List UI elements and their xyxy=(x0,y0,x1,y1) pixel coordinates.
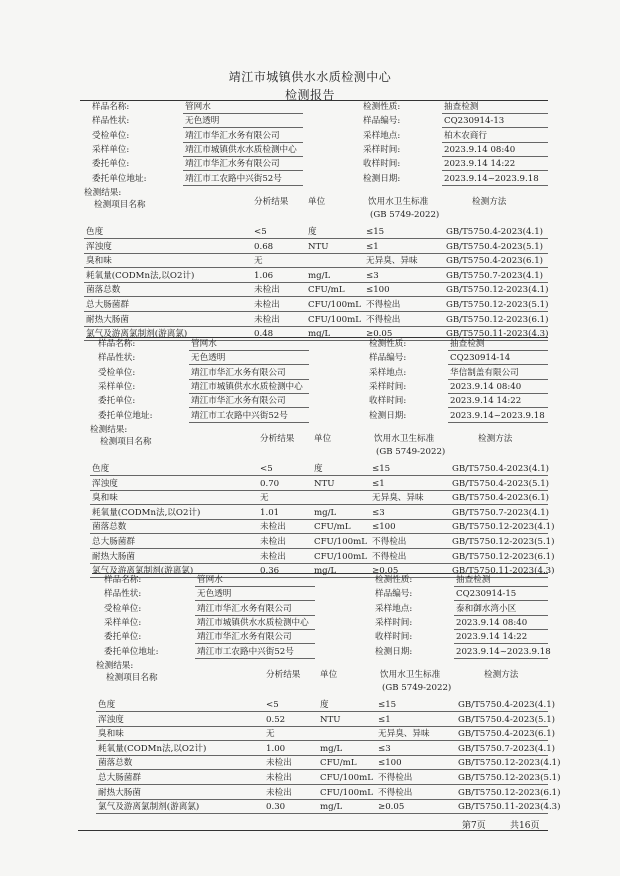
field-label: 检测性质: xyxy=(375,575,413,585)
field-label: 收样时间: xyxy=(363,159,401,170)
field-value: 管网水 xyxy=(197,575,223,585)
cell-result: 1.00 xyxy=(266,743,286,754)
field-value: 靖江市工农路中兴街52号 xyxy=(185,173,282,184)
cell-standard: ≤100 xyxy=(366,285,390,296)
cell-unit: mg/L xyxy=(320,802,343,813)
cell-result: 0.52 xyxy=(266,714,286,725)
field-value: 管网水 xyxy=(191,339,217,349)
col-unit: 单位 xyxy=(308,197,326,207)
field-label: 采样单位: xyxy=(104,617,142,628)
field-label: 样品性状: xyxy=(104,589,142,600)
cell-method: GB/T5750.12-2023(6.1) xyxy=(446,314,549,325)
field-value: 华信制盖有限公司 xyxy=(450,367,519,378)
cell-method: GB/T5750.4-2023(5.1) xyxy=(446,241,544,252)
row-rule xyxy=(96,784,548,785)
row-rule xyxy=(90,533,548,534)
cell-item: 总大肠菌群 xyxy=(86,300,129,310)
field-label: 样品编号: xyxy=(375,589,413,600)
field-underline xyxy=(183,156,303,157)
field-underline xyxy=(183,113,303,114)
field-underline xyxy=(183,185,303,186)
field-underline xyxy=(195,658,315,659)
cell-item: 色度 xyxy=(98,700,116,710)
cell-result: 未检出 xyxy=(260,551,286,562)
cell-result: <5 xyxy=(254,227,267,237)
cell-standard: ≥0.05 xyxy=(372,566,399,577)
cell-result: 未检出 xyxy=(266,773,292,783)
cell-item: 菌落总数 xyxy=(92,522,127,533)
row-rule xyxy=(84,253,548,254)
col-result: 分析结果 xyxy=(260,434,295,444)
row-rule xyxy=(84,311,548,312)
cell-method: GB/T5750.12-2023(6.1) xyxy=(452,551,555,562)
field-value: 2023.9.14 14:22 xyxy=(456,632,528,643)
cell-method: GB/T5750.4-2023(6.1) xyxy=(452,493,550,504)
cell-item: 耗氧量(CODMn法,以O2计) xyxy=(98,743,207,754)
field-underline xyxy=(454,615,548,616)
col-method: 检测方法 xyxy=(478,434,513,444)
field-label: 检测日期: xyxy=(363,173,401,184)
field-underline xyxy=(442,156,548,157)
col-standard-code: (GB 5749-2022) xyxy=(370,210,440,220)
field-label: 样品编号: xyxy=(363,116,401,127)
field-value: CQ230914-14 xyxy=(450,353,511,364)
field-value: 靖江市城镇供水水质检测中心 xyxy=(197,617,309,628)
cell-result: 未检出 xyxy=(266,787,292,798)
cell-standard: 不得检出 xyxy=(372,537,407,547)
field-label: 检测日期: xyxy=(375,646,413,657)
row-rule xyxy=(96,799,548,800)
field-label: 采样地点: xyxy=(375,603,413,614)
cell-standard: ≤1 xyxy=(378,714,391,725)
cell-standard: ≤15 xyxy=(378,700,397,710)
cell-standard: 不得检出 xyxy=(378,773,413,783)
field-value: 靖江市华汇水务有限公司 xyxy=(185,159,280,170)
field-underline xyxy=(448,350,548,351)
field-label: 委托单位: xyxy=(92,159,130,170)
cell-method: GB/T5750.4-2023(5.1) xyxy=(452,478,550,489)
cell-item: 浑浊度 xyxy=(86,241,112,252)
cell-method: GB/T5750.4-2023(6.1) xyxy=(458,729,556,740)
cell-item: 浑浊度 xyxy=(92,478,118,489)
field-label: 样品名称: xyxy=(98,339,136,349)
cell-standard: ≤100 xyxy=(372,522,396,533)
field-label: 采样时间: xyxy=(375,617,413,628)
cell-result: 0.70 xyxy=(260,478,280,489)
field-underline xyxy=(195,615,315,616)
cell-unit: CFU/100mL xyxy=(320,773,373,783)
cell-result: 未检出 xyxy=(254,300,280,310)
field-underline xyxy=(195,643,315,644)
section-rule xyxy=(92,573,548,574)
cell-standard: 无异臭、异味 xyxy=(378,729,430,740)
field-value: 2023.9.14 14:22 xyxy=(444,159,516,170)
cell-method: GB/T5750.12-2023(6.1) xyxy=(458,787,561,798)
field-value: 靖江市工农路中兴街52号 xyxy=(197,646,294,657)
cell-unit: 度 xyxy=(308,227,317,237)
field-label: 采样地点: xyxy=(363,130,401,141)
field-underline xyxy=(454,600,548,601)
cell-result: 1.01 xyxy=(260,507,280,518)
field-label: 委托单位地址: xyxy=(98,410,153,421)
cell-result: 0.68 xyxy=(254,241,274,252)
field-underline xyxy=(442,127,548,128)
field-value: 无色透明 xyxy=(191,353,226,364)
col-standard: 饮用水卫生标准 xyxy=(380,670,441,680)
cell-method: GB/T5750.4-2023(5.1) xyxy=(458,714,556,725)
field-value: 靖江市华汇水务有限公司 xyxy=(197,632,292,643)
row-rule xyxy=(84,267,548,268)
field-underline xyxy=(442,170,548,171)
field-label: 收样时间: xyxy=(369,396,407,407)
field-underline xyxy=(454,629,548,630)
cell-item: 总大肠菌群 xyxy=(98,773,141,783)
field-label: 检测性质: xyxy=(369,339,407,349)
cell-item: 浑浊度 xyxy=(98,714,124,725)
col-result: 分析结果 xyxy=(266,670,301,680)
field-underline xyxy=(448,422,548,423)
field-label: 受检单位: xyxy=(98,367,136,378)
field-value: 靖江市华汇水务有限公司 xyxy=(185,130,280,141)
cell-item: 菌落总数 xyxy=(98,758,133,769)
field-label: 采样地点: xyxy=(369,367,407,378)
sample-block xyxy=(0,337,620,577)
field-value: 靖江市华汇水务有限公司 xyxy=(191,367,286,378)
cell-item: 氯气及游离氯制剂(游离氯) xyxy=(98,802,200,813)
cell-method: GB/T5750.7-2023(4.1) xyxy=(452,507,550,518)
field-underline xyxy=(442,142,548,143)
field-underline xyxy=(195,600,315,601)
cell-item: 耐热大肠菌 xyxy=(98,787,141,798)
field-label: 样品性状: xyxy=(92,116,130,127)
field-label: 受检单位: xyxy=(92,130,130,141)
cell-unit: CFU/100mL xyxy=(308,300,361,310)
field-underline xyxy=(442,113,548,114)
cell-result: 无 xyxy=(266,729,275,740)
col-standard-code: (GB 5749-2022) xyxy=(376,447,446,457)
cell-method: GB/T5750.11-2023(4.3) xyxy=(458,802,561,813)
cell-standard: ≥0.05 xyxy=(378,802,405,813)
field-underline xyxy=(189,364,309,365)
field-value: CQ230914-13 xyxy=(444,116,505,127)
cell-standard: 不得检出 xyxy=(366,314,401,325)
cell-method: GB/T5750.11-2023(4.3) xyxy=(452,566,555,577)
field-value: 无色透明 xyxy=(185,116,220,127)
cell-result: 0.48 xyxy=(254,329,274,340)
row-rule xyxy=(96,711,548,712)
field-underline xyxy=(189,393,309,394)
cell-result: 未检出 xyxy=(266,758,292,769)
cell-unit: CFU/100mL xyxy=(308,314,361,325)
cell-item: 色度 xyxy=(86,227,104,237)
cell-standard: ≤3 xyxy=(372,507,385,518)
field-underline xyxy=(189,422,309,423)
field-label: 样品编号: xyxy=(369,353,407,364)
cell-item: 臭和味 xyxy=(86,256,112,267)
cell-unit: mg/L xyxy=(314,507,337,518)
row-rule xyxy=(90,490,548,491)
cell-method: GB/T5750.12-2023(5.1) xyxy=(458,773,561,783)
row-rule xyxy=(84,296,548,297)
field-value: 靖江市城镇供水水质检测中心 xyxy=(185,144,297,155)
sample-block xyxy=(0,573,620,813)
cell-standard: ≥0.05 xyxy=(366,329,393,340)
field-underline xyxy=(454,643,548,644)
field-label: 样品名称: xyxy=(104,575,142,585)
cell-standard: 不得检出 xyxy=(372,551,407,562)
field-value: 抽查检测 xyxy=(450,339,485,349)
row-rule xyxy=(84,326,548,327)
cell-method: GB/T5750.12-2023(4.1) xyxy=(446,285,549,296)
field-value: 2023.9.14~2023.9.18 xyxy=(444,173,539,184)
cell-method: GB/T5750.12-2023(5.1) xyxy=(452,537,555,547)
field-label: 采样时间: xyxy=(363,144,401,155)
field-underline xyxy=(448,407,548,408)
row-rule xyxy=(84,282,548,283)
cell-method: GB/T5750.4-2023(4.1) xyxy=(458,700,556,710)
row-rule xyxy=(84,238,548,239)
results-heading: 检测结果: xyxy=(96,661,134,671)
page-number: 第7页 xyxy=(462,821,486,831)
field-label: 样品性状: xyxy=(98,353,136,364)
cell-result: 0.30 xyxy=(266,802,286,813)
cell-result: <5 xyxy=(260,464,273,474)
field-underline xyxy=(442,185,548,186)
field-label: 检测性质: xyxy=(363,102,401,112)
field-underline xyxy=(183,127,303,128)
col-standard: 饮用水卫生标准 xyxy=(374,434,435,444)
cell-result: 0.36 xyxy=(260,566,280,577)
field-label: 采样单位: xyxy=(98,381,136,392)
results-heading: 检测结果: xyxy=(84,188,122,198)
field-underline xyxy=(183,170,303,171)
cell-standard: ≤3 xyxy=(366,270,379,281)
footer-rule xyxy=(78,830,548,831)
cell-standard: ≤15 xyxy=(366,227,385,237)
cell-result: 未检出 xyxy=(260,537,286,547)
page-total: 共16页 xyxy=(510,821,540,831)
cell-unit: CFU/100mL xyxy=(314,537,367,547)
cell-item: 耐热大肠菌 xyxy=(92,551,135,562)
cell-standard: ≤1 xyxy=(366,241,379,252)
field-label: 收样时间: xyxy=(375,632,413,643)
col-item: 检测项目名称 xyxy=(94,200,146,210)
row-rule xyxy=(90,475,548,476)
cell-item: 氯气及游离氯制剂(游离氯) xyxy=(92,566,194,577)
field-underline xyxy=(195,586,315,587)
field-underline xyxy=(189,379,309,380)
field-label: 委托单位: xyxy=(98,396,136,407)
field-value: 柏木农商行 xyxy=(444,130,487,141)
cell-unit: 度 xyxy=(314,464,323,474)
cell-unit: NTU xyxy=(314,478,335,489)
field-value: 2023.9.14 08:40 xyxy=(444,144,516,155)
col-item: 检测项目名称 xyxy=(100,437,152,447)
cell-unit: NTU xyxy=(308,241,329,252)
cell-result: 无 xyxy=(260,493,269,504)
cell-unit: mg/L xyxy=(320,743,343,754)
section-rule xyxy=(80,100,548,101)
cell-result: 未检出 xyxy=(260,522,286,533)
results-heading: 检测结果: xyxy=(90,425,128,435)
cell-standard: 无异臭、异味 xyxy=(366,256,418,267)
row-rule xyxy=(96,740,548,741)
row-rule xyxy=(90,519,548,520)
cell-unit: NTU xyxy=(320,714,341,725)
field-value: 靖江市华汇水务有限公司 xyxy=(197,603,292,614)
col-item: 检测项目名称 xyxy=(106,673,158,683)
cell-standard: ≤3 xyxy=(378,743,391,754)
cell-standard: 不得检出 xyxy=(378,787,413,798)
field-underline xyxy=(454,658,548,659)
field-value: 管网水 xyxy=(185,102,211,112)
col-unit: 单位 xyxy=(314,434,332,444)
cell-method: GB/T5750.4-2023(6.1) xyxy=(446,256,544,267)
cell-unit: CFU/100mL xyxy=(314,551,367,562)
field-value: 2023.9.14~2023.9.18 xyxy=(456,646,551,657)
cell-method: GB/T5750.12-2023(5.1) xyxy=(446,300,549,310)
cell-standard: ≤1 xyxy=(372,478,385,489)
cell-unit: mg/L xyxy=(308,270,331,281)
field-value: 靖江市华汇水务有限公司 xyxy=(191,396,286,407)
cell-method: GB/T5750.4-2023(4.1) xyxy=(446,227,544,237)
cell-method: GB/T5750.4-2023(4.1) xyxy=(452,464,550,474)
cell-method: GB/T5750.7-2023(4.1) xyxy=(446,270,544,281)
cell-item: 耐热大肠菌 xyxy=(86,314,129,325)
cell-standard: ≤15 xyxy=(372,464,391,474)
report-title: 检测报告 xyxy=(284,88,335,102)
field-label: 委托单位地址: xyxy=(92,173,147,184)
cell-result: 未检出 xyxy=(254,285,280,296)
field-label: 受检单位: xyxy=(104,603,142,614)
cell-item: 菌落总数 xyxy=(86,285,121,296)
cell-item: 耗氧量(CODMn法,以O2计) xyxy=(92,507,201,518)
row-rule xyxy=(90,563,548,564)
section-rule xyxy=(86,337,548,338)
field-label: 检测日期: xyxy=(369,410,407,421)
col-method: 检测方法 xyxy=(472,197,507,207)
cell-unit: mg/L xyxy=(314,566,337,577)
sample-block xyxy=(0,100,620,340)
cell-item: 臭和味 xyxy=(98,729,124,740)
col-method: 检测方法 xyxy=(484,670,519,680)
field-value: 2023.9.14 08:40 xyxy=(450,381,522,392)
field-underline xyxy=(454,586,548,587)
field-value: 2023.9.14 08:40 xyxy=(456,617,528,628)
field-value: CQ230914-15 xyxy=(456,589,517,600)
cell-item: 氯气及游离氯制剂(游离氯) xyxy=(86,329,188,340)
org-title: 靖江市城镇供水水质检测中心 xyxy=(228,70,392,84)
row-rule xyxy=(96,726,548,727)
cell-item: 色度 xyxy=(92,464,110,474)
row-rule xyxy=(90,548,548,549)
field-label: 样品名称: xyxy=(92,102,130,112)
cell-method: GB/T5750.7-2023(4.1) xyxy=(458,743,556,754)
field-underline xyxy=(189,407,309,408)
row-rule xyxy=(96,769,548,770)
row-rule xyxy=(96,755,548,756)
field-underline xyxy=(448,393,548,394)
cell-unit: CFU/mL xyxy=(308,285,345,296)
cell-result: 未检出 xyxy=(254,314,280,325)
field-value: 泰和御水湾小区 xyxy=(456,603,517,614)
field-underline xyxy=(448,364,548,365)
cell-standard: 不得检出 xyxy=(366,300,401,310)
col-standard-code: (GB 5749-2022) xyxy=(382,683,452,693)
cell-item: 总大肠菌群 xyxy=(92,537,135,547)
cell-item: 耗氧量(CODMn法,以O2计) xyxy=(86,270,195,281)
field-value: 2023.9.14 14:22 xyxy=(450,396,522,407)
field-value: 无色透明 xyxy=(197,589,232,600)
field-underline xyxy=(183,142,303,143)
field-underline xyxy=(189,350,309,351)
cell-standard: ≤100 xyxy=(378,758,402,769)
col-result: 分析结果 xyxy=(254,197,289,207)
row-rule xyxy=(90,504,548,505)
cell-unit: mg/L xyxy=(308,329,331,340)
cell-unit: CFU/mL xyxy=(314,522,351,533)
col-unit: 单位 xyxy=(320,670,338,680)
cell-unit: CFU/mL xyxy=(320,758,357,769)
cell-result: <5 xyxy=(266,700,279,710)
field-value: 抽查检测 xyxy=(456,575,491,585)
cell-item: 臭和味 xyxy=(92,493,118,504)
field-underline xyxy=(448,379,548,380)
cell-method: GB/T5750.12-2023(4.1) xyxy=(458,758,561,769)
field-underline xyxy=(195,629,315,630)
field-value: 靖江市城镇供水水质检测中心 xyxy=(191,381,303,392)
row-rule xyxy=(96,813,548,814)
cell-standard: 无异臭、异味 xyxy=(372,493,424,504)
field-value: 2023.9.14~2023.9.18 xyxy=(450,410,545,421)
cell-method: GB/T5750.11-2023(4.3) xyxy=(446,329,549,340)
cell-unit: 度 xyxy=(320,700,329,710)
cell-result: 无 xyxy=(254,256,263,267)
field-value: 靖江市工农路中兴街52号 xyxy=(191,410,288,421)
field-value: 抽查检测 xyxy=(444,102,479,112)
field-label: 委托单位: xyxy=(104,632,142,643)
col-standard: 饮用水卫生标准 xyxy=(368,197,429,207)
cell-result: 1.06 xyxy=(254,270,274,281)
field-label: 采样单位: xyxy=(92,144,130,155)
cell-method: GB/T5750.12-2023(4.1) xyxy=(452,522,555,533)
cell-unit: CFU/100mL xyxy=(320,787,373,798)
field-label: 委托单位地址: xyxy=(104,646,159,657)
field-label: 采样时间: xyxy=(369,381,407,392)
